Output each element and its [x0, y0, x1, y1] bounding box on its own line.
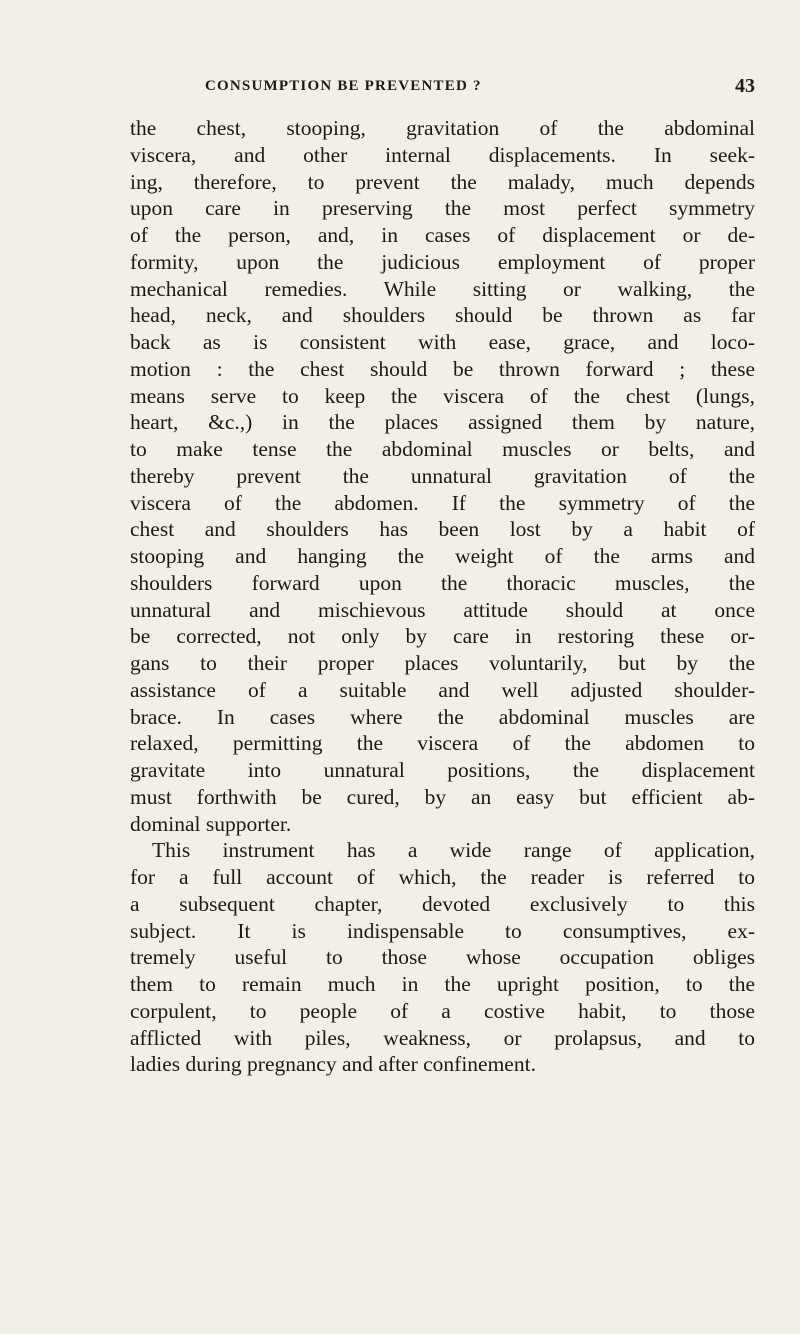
text-line: upon care in preserving the most perfect symmetry: [130, 196, 755, 221]
text-line: gans to their proper places voluntarily, but by the: [130, 651, 755, 675]
text-line: means serve to keep the viscera of the chest (lungs,: [130, 383, 755, 408]
text-line: chest and shoulders has been lost by a habit of: [130, 517, 755, 542]
text-line: This instrument has a wide range of application,: [152, 838, 755, 863]
text-line: them to remain much in the upright position, to the: [130, 972, 755, 996]
body-text: [130, 115, 755, 1078]
text-line: unnatural and mischievous attitude should at once: [130, 597, 755, 622]
running-head: [130, 75, 755, 102]
text-line: be corrected, not only by care in restoring these or-: [130, 624, 755, 649]
text-line: thereby prevent the unnatural gravitation of the: [130, 463, 755, 488]
text-line: corpulent, to people of a costive habit, to those: [130, 998, 755, 1023]
text-line: mechanical remedies. While sitting or walking, the: [130, 276, 755, 301]
text-line: brace. In cases where the abdominal muscles are: [130, 704, 755, 729]
text-line: afflicted with piles, weakness, or prolapsus, and to: [130, 1025, 755, 1050]
text-line: back as is consistent with ease, grace, and loco-: [130, 330, 755, 354]
text-line: shoulders forward upon the thoracic muscles, the: [130, 570, 755, 595]
text-line: of the person, and, in cases of displacement or de-: [130, 223, 755, 247]
text-line: stooping and hanging the weight of the arms and: [130, 544, 755, 568]
paragraph: [130, 837, 755, 1078]
text-line: motion : the chest should be thrown forward ; these: [130, 356, 755, 381]
paragraph: [130, 115, 755, 837]
text-line: subject. It is indispensable to consumptives, ex-: [130, 918, 755, 943]
text-line: the chest, stooping, gravitation of the abdominal: [130, 116, 755, 140]
text-line: heart, &c.,) in the places assigned them by nature,: [130, 410, 755, 435]
text-line: tremely useful to those whose occupation obliges: [130, 945, 755, 970]
text-line: formity, upon the judicious employment of proper: [130, 249, 755, 274]
page-number: 43: [735, 75, 755, 97]
text-line: relaxed, permitting the viscera of the abdomen to: [130, 731, 755, 756]
text-line: ing, therefore, to prevent the malady, much depends: [130, 169, 755, 194]
text-line: a subsequent chapter, devoted exclusively to this: [130, 891, 755, 916]
text-line: assistance of a suitable and well adjusted shoulder-: [130, 677, 755, 702]
text-line: must forthwith be cured, by an easy but efficient ab-: [130, 784, 755, 809]
text-line: gravitate into unnatural positions, the displacement: [130, 758, 755, 782]
text-line: viscera of the abdomen. If the symmetry of the: [130, 490, 755, 515]
text-line: head, neck, and shoulders should be thrown as far: [130, 303, 755, 328]
text-line: to make tense the abdominal muscles or belts, and: [130, 437, 755, 461]
text-line: viscera, and other internal displacements. In seek-: [130, 142, 755, 167]
text-line: dominal supporter.: [130, 811, 292, 836]
text-line: for a full account of which, the reader is referred to: [130, 865, 755, 889]
text-line: ladies during pregnancy and after confinement.: [130, 1052, 536, 1077]
running-head-title: CONSUMPTION BE PREVENTED ?: [205, 78, 482, 94]
